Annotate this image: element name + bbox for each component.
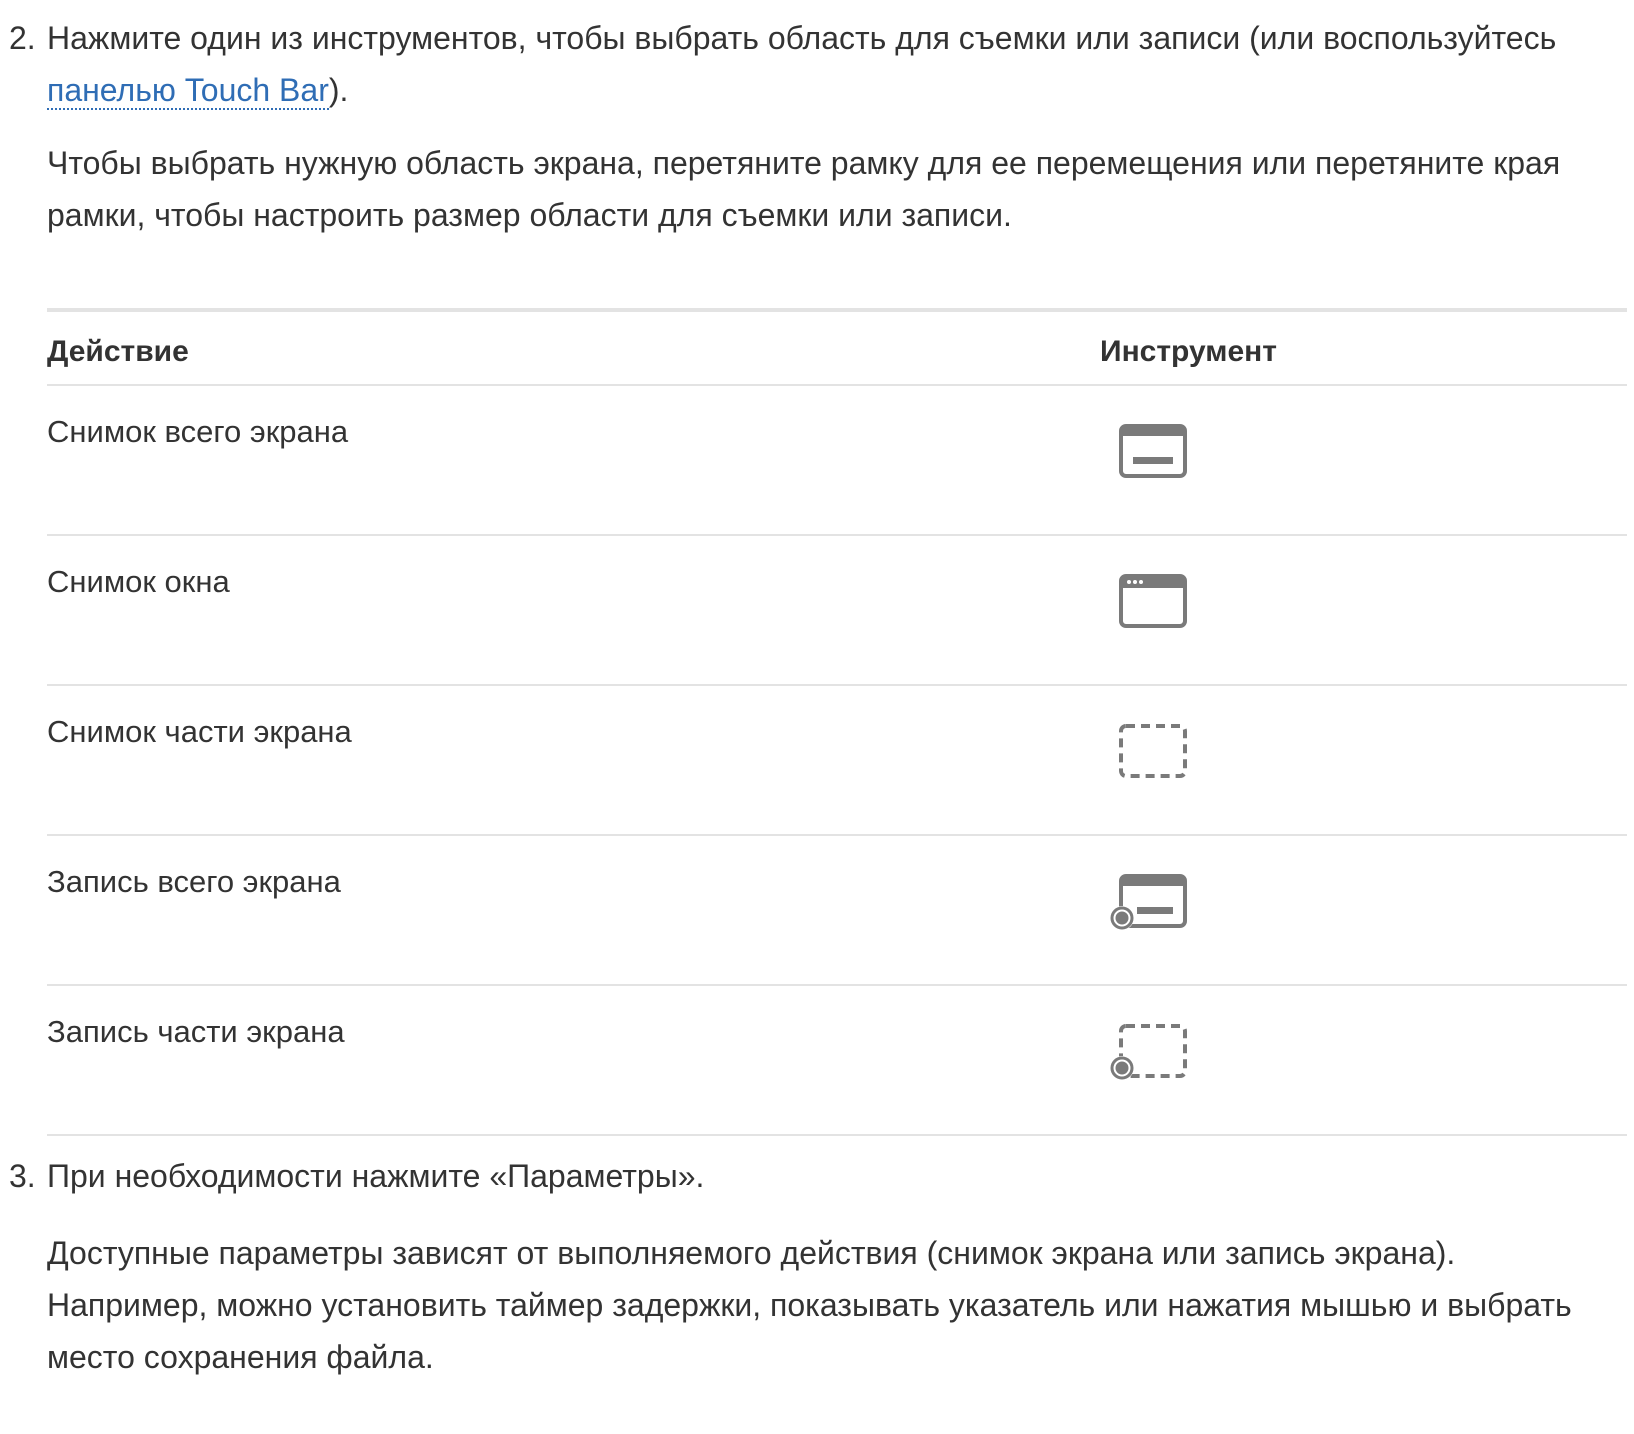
record-entire-screen-icon[interactable] [1107, 866, 1197, 936]
step-2-instruction [47, 12, 1617, 116]
table-row [47, 386, 1627, 536]
step-3-description: Доступные параметры зависят от выполняемого действия (снимок экрана или запись экрана). Например, можно установить таймер задержки, показывать указатель или нажатия мышью и выбрать место сохранения файла. [47, 1235, 1572, 1375]
step-2-description: Чтобы выбрать нужную область экрана, перетяните рамку для ее перемещения или перетяните края рамки, чтобы настроить размер области для съемки или записи. [47, 145, 1561, 233]
table-row [47, 986, 1627, 1136]
row-action: Запись всего экрана [47, 864, 341, 899]
step-2-text-before-link: Нажмите один из инструментов, чтобы выбрать область для съемки или записи (или воспользуйтесь [47, 20, 1557, 56]
tools-table [47, 308, 1627, 1136]
row-action: Запись части экрана [47, 1014, 345, 1049]
capture-entire-screen-icon[interactable] [1107, 416, 1197, 486]
header-action: Действие [47, 335, 189, 368]
step-3-instruction: При необходимости нажмите «Параметры». [47, 1158, 705, 1194]
table-header [47, 312, 1627, 386]
touch-bar-link[interactable]: панелью Touch Bar [47, 72, 329, 108]
capture-selection-icon[interactable] [1107, 716, 1197, 786]
row-action: Снимок окна [47, 564, 230, 599]
table-row [47, 536, 1627, 686]
step-number: 3. [9, 1158, 36, 1194]
row-action: Снимок части экрана [47, 714, 352, 749]
step-number: 2. [9, 20, 36, 56]
row-action: Снимок всего экрана [47, 414, 349, 449]
step-2-text-after-link: ). [328, 72, 349, 108]
table-row [47, 686, 1627, 836]
record-selection-icon[interactable] [1107, 1016, 1197, 1086]
capture-window-icon[interactable] [1107, 566, 1197, 636]
header-tool: Инструмент [1100, 335, 1277, 368]
table-row [47, 836, 1627, 986]
